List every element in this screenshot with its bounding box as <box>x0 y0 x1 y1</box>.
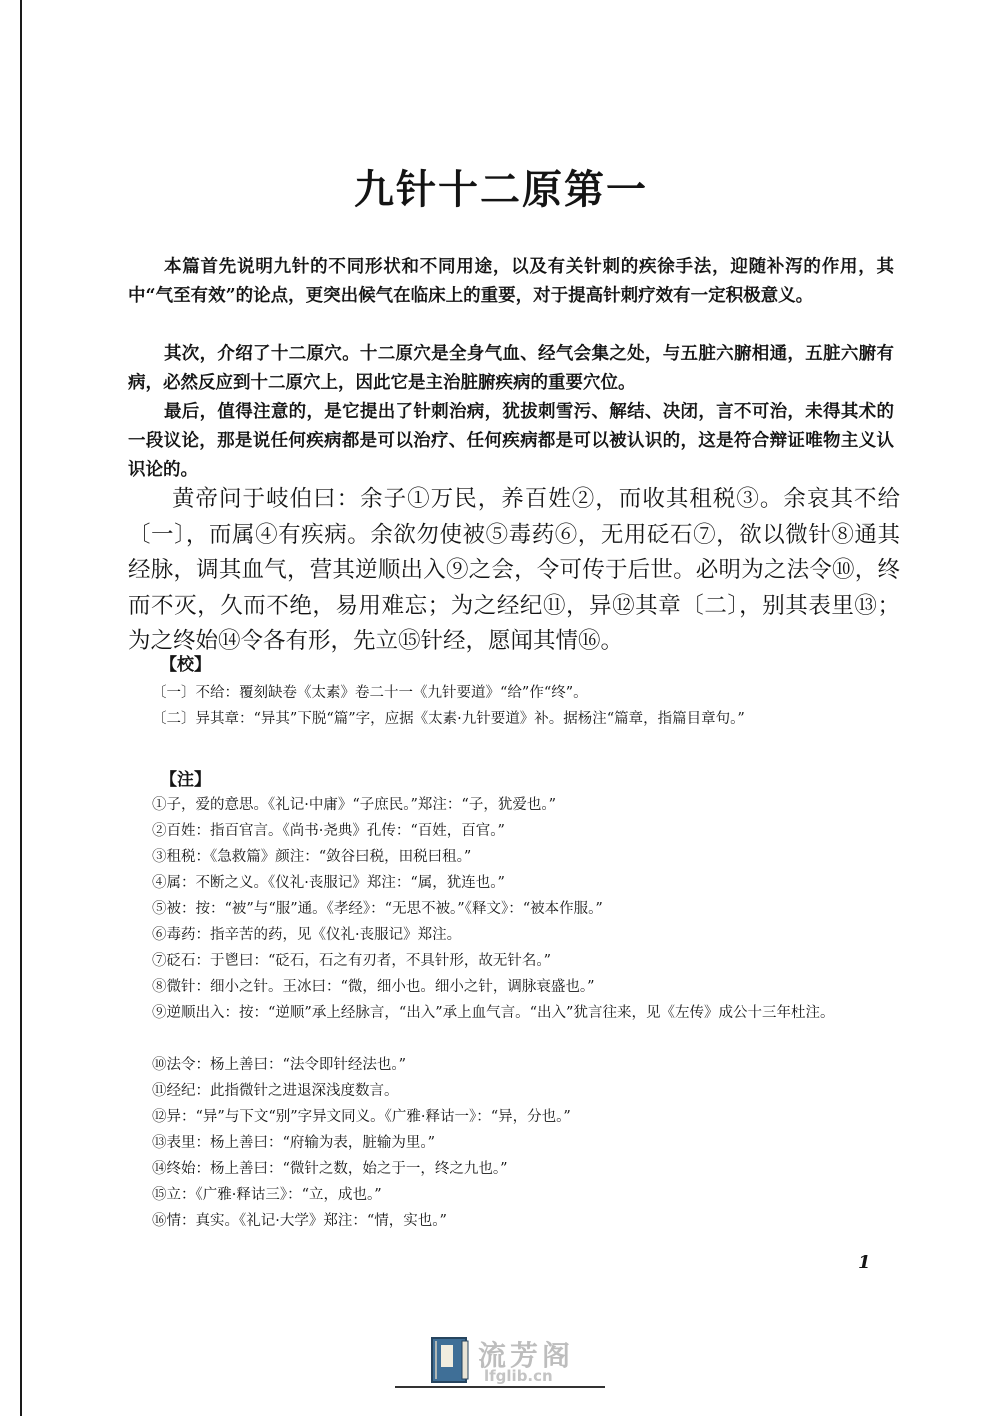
footer-url: lfglib.cn <box>484 1367 553 1385</box>
zhu-note: ⑦砭石：于鬯曰：“砭石，石之有刃者，不具针形，故无针名。” <box>152 953 552 969</box>
intro-paragraph: 本篇首先说明九针的不同形状和不同用途，以及有关针刺的疾徐手法，迎随补泻的作用，其中“气至有效”的论点，更突出候气在临床上的重要，对于提高针刺疗效有一定积极意义。 <box>128 257 894 306</box>
page-title: 九针十二原第一 <box>354 166 648 213</box>
footer-brand: 流芳阁 <box>478 1339 575 1372</box>
zhu-note: ⑮立：《广雅·释诂三》：“立，成也。” <box>152 1187 382 1203</box>
jiao-note: 〔一〕不给：覆刻缺卷《太素》卷二十一《九针要道》“给”作“终”。 <box>152 685 588 701</box>
footer-rule <box>395 1386 605 1388</box>
zhu-heading: 【注】 <box>160 770 211 790</box>
zhu-note: ⑧微针：细小之针。王冰曰：“微，细小也。细小之针，调脉衰盛也。” <box>152 979 595 995</box>
jiao-heading: 【校】 <box>160 655 211 675</box>
zhu-note: ②百姓：指百官言。《尚书·尧典》孔传：“百姓，百官。” <box>152 823 505 839</box>
intro-paragraph: 其次，介绍了十二原穴。十二原穴是全身气血、经气会集之处，与五脏六腑相通，五脏六腑有病，必然反应到十二原穴上，因此它是主治脏腑疾病的重要穴位。 <box>128 344 894 393</box>
main-text: 黄帝问于岐伯曰：余子①万民，养百姓②，而收其租税③。余哀其不给〔一〕，而属④有疾病。余欲勿使被⑤毒药⑥，无用砭石⑦，欲以微针⑧通其经脉，调其血气，营其逆顺出入⑨之会，令可传于后世。必明为之法令⑩，终而不灭，久而不绝，易用难忘；为之经纪⑪，异⑫其章〔二〕，别其表里⑬；为之终始⑭令各有形，先立⑮针经，愿闻其情⑯。 <box>128 486 900 654</box>
zhu-note: ⑯情：真实。《礼记·大学》郑注：“情，实也。” <box>152 1213 447 1229</box>
zhu-note: ⑪经纪：此指微针之进退深浅度数言。 <box>152 1083 399 1099</box>
zhu-note: ⑩法令：杨上善曰：“法令即针经法也。” <box>152 1057 407 1073</box>
zhu-note: ⑨逆顺出入：按：“逆顺”承上经脉言，“出入”承上血气言。“出入”犹言往来，见《左传》成公十三年杜注。 <box>152 1005 835 1021</box>
jiao-note: 〔二〕异其章：“异其”下脱“篇”字，应据《太素·九针要道》补。据杨注“篇章，指篇目章句。” <box>152 711 745 727</box>
zhu-note: ⑤被：按：“被”与“服”通。《孝经》：“无思不被。”《释文》：“被本作服。” <box>152 901 603 917</box>
book-icon <box>428 1335 472 1385</box>
zhu-note: ⑥毒药：指辛苦的药，见《仪礼·丧服记》郑注。 <box>152 927 462 943</box>
page-number: 1 <box>858 1252 871 1273</box>
zhu-note: ④属：不断之义。《仪礼·丧服记》郑注：“属，犹连也。” <box>152 875 505 891</box>
zhu-note: ⑫异：“异”与下文“别”字异文同义。《广雅·释诂一》：“异，分也。” <box>152 1109 571 1125</box>
zhu-note: ⑬表里：杨上善曰：“府输为表，脏输为里。” <box>152 1135 436 1151</box>
zhu-note: ③租税：《急救篇》颜注：“敛谷曰税，田税曰租。” <box>152 849 472 865</box>
zhu-note: ①子，爱的意思。《礼记·中庸》“子庶民。”郑注：“子，犹爱也。” <box>152 797 557 813</box>
zhu-note: ⑭终始：杨上善曰：“微针之数，始之于一，终之九也。” <box>152 1161 508 1177</box>
intro-paragraph: 最后，值得注意的，是它提出了针刺治病，犹拔刺雪污、解结、决闭，言不可治，未得其术的一段议论，那是说任何疾病都是可以治疗、任何疾病都是可以被认识的，这是符合辩证唯物主义认识论的。 <box>128 402 894 480</box>
